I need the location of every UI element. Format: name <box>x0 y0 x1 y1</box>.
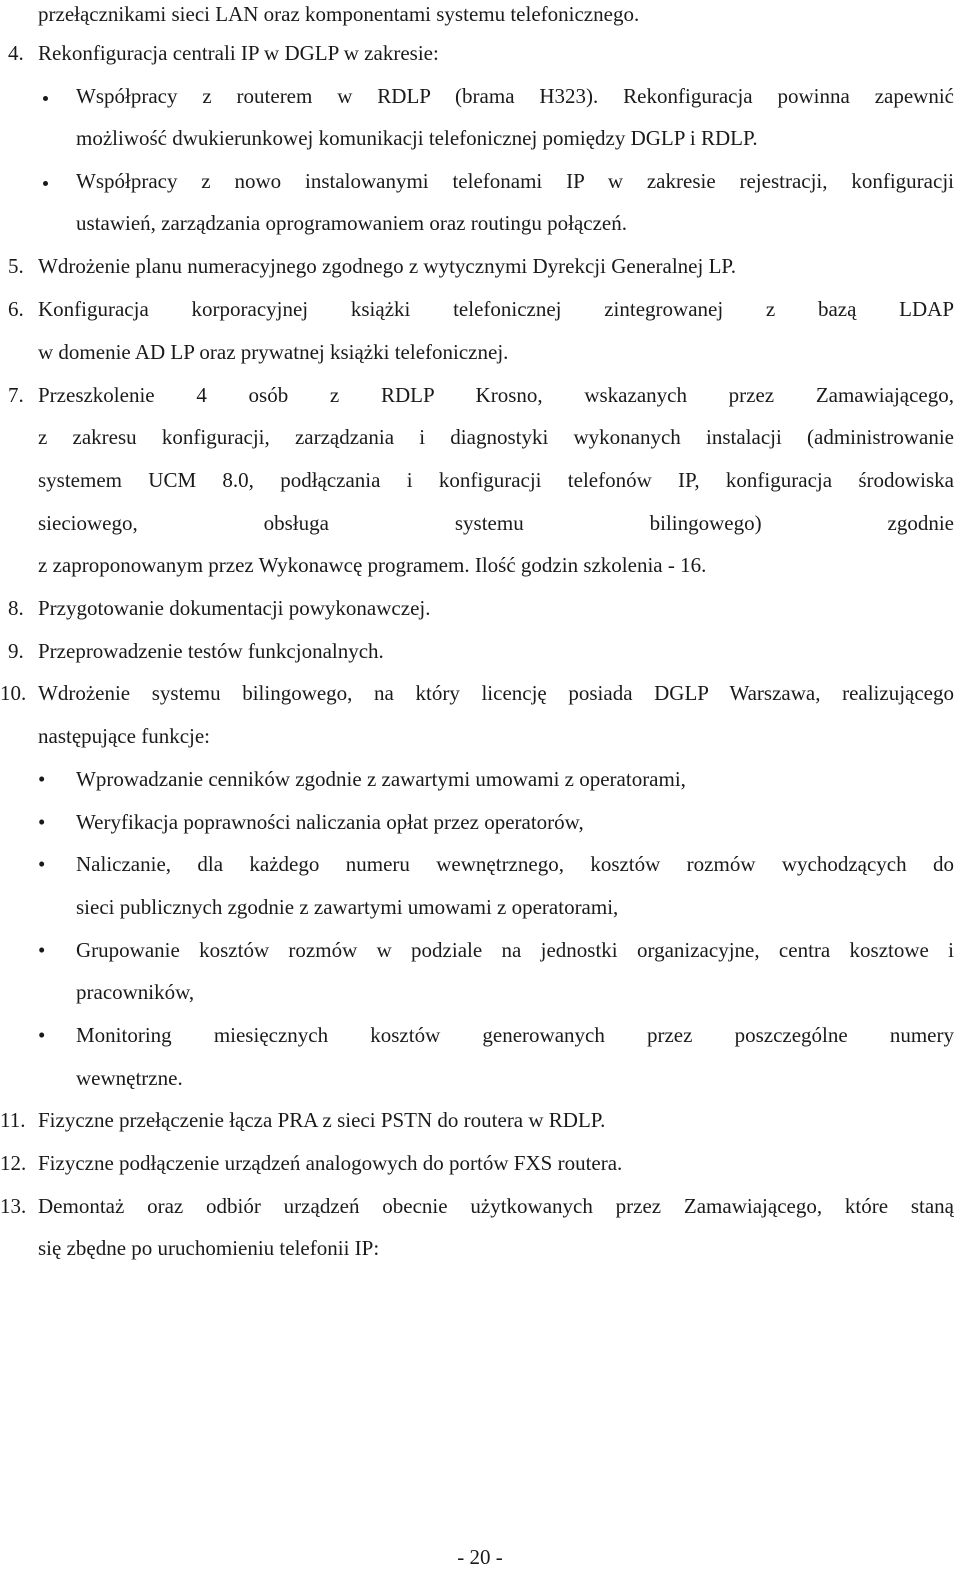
bullet-icon: • <box>38 938 46 962</box>
list-item-text: Przygotowanie dokumentacji powykonawczej. <box>38 596 431 620</box>
list-number: 4. <box>8 41 24 65</box>
list-item-text: Fizyczne przełączenie łącza PRA z sieci PSTN do routera w RDLP. <box>38 1108 606 1132</box>
list-item-text: Fizyczne podłączenie urządzeń analogowych do portów FXS routera. <box>38 1151 623 1175</box>
bullet-item-text: ustawień, zarządzania oprogramowaniem oraz routingu połączeń. <box>76 211 628 235</box>
list-number: 8. <box>8 596 24 620</box>
list-item-text: w domenie AD LP oraz prywatnej książki telefonicznej. <box>38 340 509 364</box>
list-number: 5. <box>8 254 24 278</box>
bullet-item-text: Naliczanie, dla każdego numeru wewnętrznego, kosztów rozmów wychodzących do <box>76 852 954 876</box>
bullet-icon <box>43 96 48 101</box>
bullet-item-text: pracowników, <box>76 980 195 1004</box>
bullet-icon: • <box>38 767 46 791</box>
list-number: 10. <box>0 681 27 705</box>
list-number: 6. <box>8 297 24 321</box>
list-item-text: Wdrożenie systemu bilingowego, na który licencję posiada DGLP Warszawa, realizującego <box>38 681 954 705</box>
list-number: 13. <box>0 1194 27 1218</box>
list-item-text: Demontaż oraz odbiór urządzeń obecnie użytkowanych przez Zamawiającego, które staną <box>38 1194 954 1218</box>
paragraph-line: przełącznikami sieci LAN oraz komponentami systemu telefonicznego. <box>38 2 640 26</box>
bullet-item-text: wewnętrzne. <box>76 1066 183 1090</box>
list-number: 9. <box>8 639 24 663</box>
bullet-item-text: Monitoring miesięcznych kosztów generowanych przez poszczególne numery <box>76 1023 954 1047</box>
bullet-item-text: Współpracy z nowo instalowanymi telefonami IP w zakresie rejestracji, konfiguracji <box>76 169 954 193</box>
bullet-item-text: możliwość dwukierunkowej komunikacji telefonicznej pomiędzy DGLP i RDLP. <box>76 126 758 150</box>
list-item-text: Przeprowadzenie testów funkcjonalnych. <box>38 639 384 663</box>
bullet-item-text: Weryfikacja poprawności naliczania opłat przez operatorów, <box>76 810 584 834</box>
bullet-item-text: Grupowanie kosztów rozmów w podziale na jednostki organizacyjne, centra kosztowe i <box>76 938 954 962</box>
bullet-icon <box>43 181 48 186</box>
list-item-text: sieciowego, obsługa systemu bilingowego) zgodnie <box>38 511 954 535</box>
list-item-text: się zbędne po uruchomieniu telefonii IP: <box>38 1236 380 1260</box>
list-item-text: z zaproponowanym przez Wykonawcę programem. Ilość godzin szkolenia - 16. <box>38 553 707 577</box>
bullet-item-text: Współpracy z routerem w RDLP (brama H323). Rekonfiguracja powinna zapewnić <box>76 84 954 108</box>
bullet-icon: • <box>38 1023 46 1047</box>
list-number: 11. <box>0 1108 26 1132</box>
list-number: 7. <box>8 383 24 407</box>
bullet-item-text: Wprowadzanie cenników zgodnie z zawartymi umowami z operatorami, <box>76 767 686 791</box>
page-number: - 20 - <box>457 1545 503 1569</box>
list-item-text: Konfiguracja korporacyjnej książki telefonicznej zintegrowanej z bazą LDAP <box>38 297 954 321</box>
list-item-text: systemem UCM 8.0, podłączania i konfiguracji telefonów IP, konfiguracja środowiska <box>38 468 954 492</box>
bullet-icon: • <box>38 810 46 834</box>
list-number: 12. <box>0 1151 27 1175</box>
list-item-text: Przeszkolenie 4 osób z RDLP Krosno, wskazanych przez Zamawiającego, <box>38 383 954 407</box>
list-item-text: Rekonfiguracja centrali IP w DGLP w zakresie: <box>38 41 439 65</box>
list-item-text: następujące funkcje: <box>38 724 210 748</box>
list-item-text: z zakresu konfiguracji, zarządzania i diagnostyki wykonanych instalacji (administrowanie <box>38 425 954 449</box>
list-item-text: Wdrożenie planu numeracyjnego zgodnego z wytycznymi Dyrekcji Generalnej LP. <box>38 254 736 278</box>
bullet-icon: • <box>38 852 46 876</box>
bullet-item-text: sieci publicznych zgodnie z zawartymi umowami z operatorami, <box>76 895 619 919</box>
